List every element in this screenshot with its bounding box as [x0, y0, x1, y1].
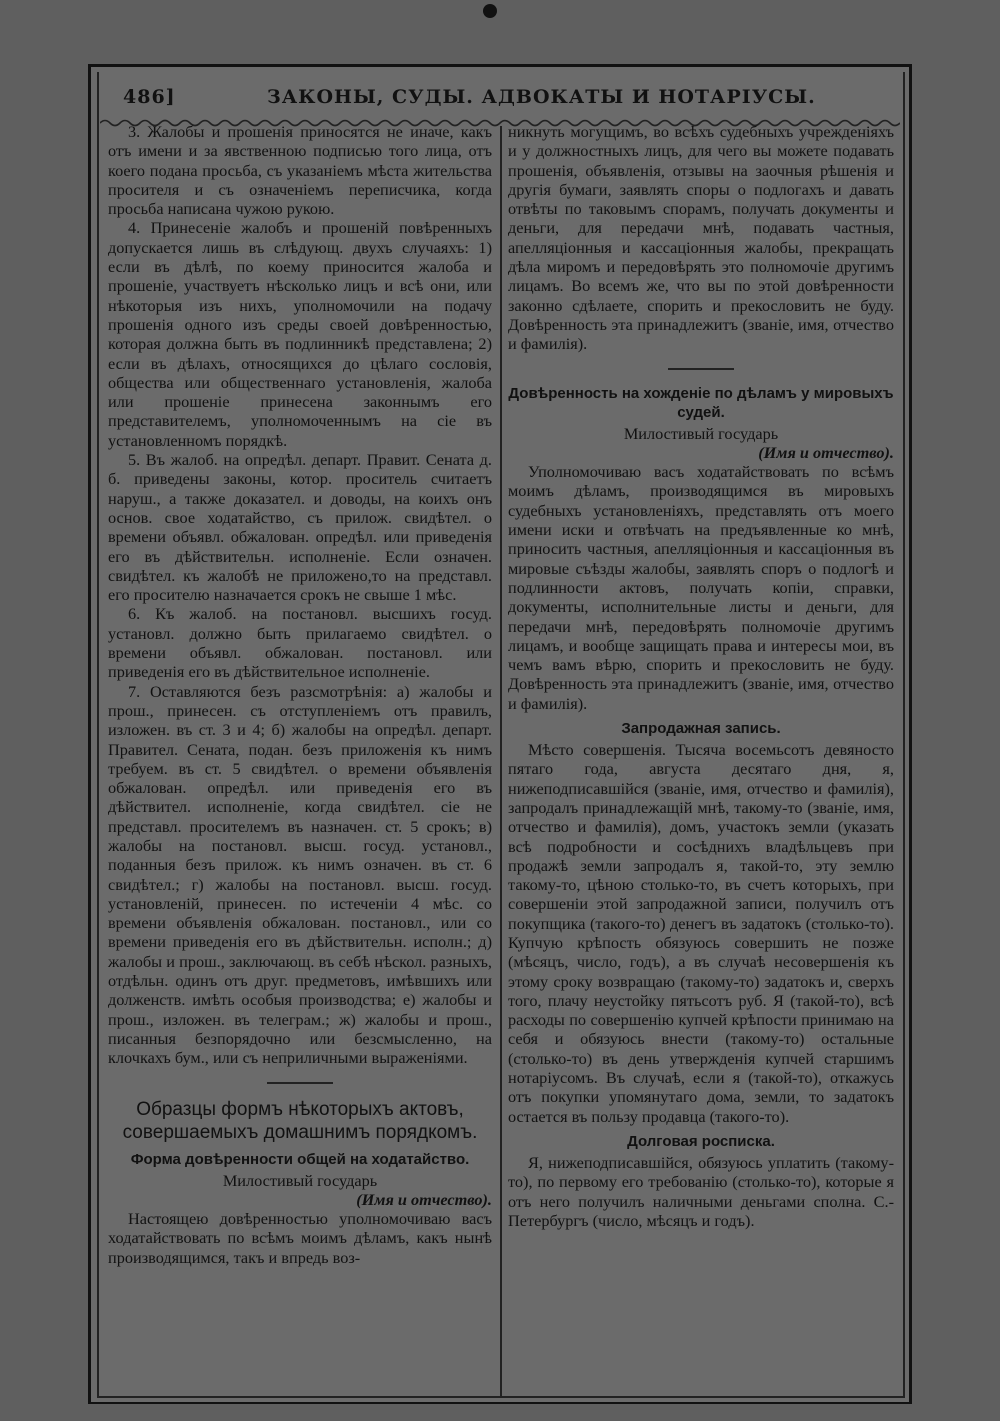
paragraph-5: 5. Въ жалоб. на опредѣл. департ. Правит. Сената д. б. приведены законы, котор. проситель считаетъ наруш., а также доказател. и доводы, на коихъ онъ основ. свое ходатайство, съ прилож. свидѣтел. о времени объявл. обжалован. опредѣл. или приведенія его въ дѣйствительн. исполненіе. Если означен. свидѣтел. къ жалобѣ не приложено,то на представл. его просителю назначается срокъ не свыше 1 мѣс.	[108, 450, 492, 605]
column-rule	[500, 126, 502, 1396]
form-title: Запродажная запись.	[621, 720, 781, 738]
left-column	[108, 122, 492, 1267]
paragraph-6: 6. Къ жалоб. на постановл. высшихъ госуд. установл. должно быть прилагаемо свидѣтел. о времени объявл. обжалован. постановл. или приведенія его въ дѣйствительное исполненіе.	[108, 604, 492, 682]
paragraph-3: 3. Жалобы и прошенія приносятся не иначе, какъ отъ имени и за явственною подписью того лица, отъ коего подана просьба, съ указаніемъ мѣста жительства просителя и съ означеніемъ переписчика, когда просьба написана чужою рукою.	[108, 122, 492, 219]
section-title: Образцы формъ нѣкоторыхъ актовъ, совершаемыхъ домашнимъ порядкомъ.	[122, 1098, 478, 1143]
paragraph-4: 4. Принесеніе жалобъ и прошеній повѣренныхъ допускается лишь въ слѣдующ. двухъ случаяхъ: 1) если въ дѣлѣ, по коему приносится жалоба и прошеніе, участвуетъ нѣсколько лицъ и всѣ они, или нѣкоторыя изъ нихъ, уполномочили на подачу прошенія одного изъ среды своей довѣренностью, которая должна быть въ подлинникѣ представлена; 2) если въ дѣлахъ, относящихся до цѣлаго сословія, общества или общественнаго установленія, жалоба или прошеніе принесена законнымъ его представителемъ, уполномоченнымъ на сіе въ установленномъ порядкѣ.	[108, 218, 492, 450]
form-title: Довѣренность на хожденіе по дѣламъ у мировыхъ судей.	[508, 384, 894, 421]
form-text: Уполномочиваю васъ ходатайствовать по всѣмъ моимъ дѣламъ, производящимся въ мировыхъ судебныхъ установленіяхъ, представлять отъ моего имени иски и отвѣчать на предъявленные ко мнѣ, приносить частныя, апелляціонныя и кассаціонныя въ мировые съѣзды жалобы, заявлять споръ о подлогѣ и подлинности актовъ, получать копіи, справки, документы, исполнительные листы и деньги, для передачи мнѣ, передовѣрять полномочіе другимъ лицамъ, и вообще защищать права и интересы мои, въ чемъ вамъ вѣрю, спорить и прекословить не буду. Довѣренность эта принадлежитъ (званіе, имя, отчество и фамилія).	[508, 462, 894, 713]
right-column	[508, 122, 894, 1230]
form-text: Настоящею довѣренностью уполномочиваю васъ ходатайствовать по всѣмъ моимъ дѣламъ, какъ нынѣ производящимся, такъ и впредь воз-	[108, 1209, 492, 1267]
salutation: Милостивый государь	[623, 423, 779, 443]
page-number: 486]	[123, 86, 176, 108]
form-text: Мѣсто совершенія. Тысяча восемьсотъ девяносто пятаго года, августа десятаго дня, я, нижеподписавшійся (званіе, имя, отчество и фамилія), запродалъ принадлежащій мнѣ, такому-то (званіе, имя, отчество и фамилія), домъ, участокъ земли (указать всѣ подробности и сосѣднихъ владѣльцевъ при продажѣ земли запродалъ я, такой-то, эту землю такому-то, цѣною столько-то, въ счетъ которыхъ, при совершеніи этой запродажной записи, получилъ отъ покупщика (такого-то) денегъ въ задатокъ (столько-то). Купчую крѣпость обязуюсь совершить не позже (мѣсяцъ, число, годъ), а въ случаѣ несовершенія къ этому сроку возвращаю (такому-то) задатокъ и, сверхъ того, плачу неустойку пятьсотъ руб. Я (такой-то), всѣ расходы по совершенію купчей крѣпости принимаю на себя и обязуюсь внести (такому-то) остальные (столько-то) въ день утвержденія купчей старшимъ нотаріусомъ. Въ случаѣ, если я (такой-то), откажусь отъ покупки упомянутаго дома, земли, то задатокъ остается въ пользу продавца (такого-то).	[508, 740, 894, 1126]
page-header	[97, 72, 905, 122]
name-line: (Имя и отчество).	[758, 442, 894, 462]
form-title: Долговая росписка.	[627, 1132, 775, 1150]
separator	[267, 1082, 333, 1084]
name-line: (Имя и отчество).	[356, 1189, 492, 1209]
running-title: ЗАКОНЫ, СУДЫ. АДВОКАТЫ И НОТАРІУСЫ.	[267, 86, 816, 108]
form-title: Форма довѣренности общей на ходатайство.	[130, 1150, 470, 1168]
paragraph-7: 7. Оставляются безъ разсмотрѣнія: а) жалобы и прош., принесен. съ отступленіемъ отъ правилъ, изложен. въ ст. 3 и 4; б) жалобы на опредѣл. департ. Правител. Сената, подан. безъ приложенія къ нимъ требуем. въ ст. 5 свидѣтел. о времени объявленія обжалован. опредѣл. или приведенія его въ дѣйствител. исполненіе, когда свидѣтел. сіе не представл. просителемъ въ назначен. ст. 5 срокъ; в) жалобы на постановл. высш. госуд. установл., поданныя безъ прилож. къ нимъ означен. въ ст. 6 свидѣтел.; г) жалобы на постановл. высш. госуд. установленій, принесен. по истеченіи 4 мѣс. со времени объявленія обжалован. постановл., или со времени приведенія его въ дѣйствительн. исполн.; д) жалобы и прош., заключающ. въ себѣ нѣскол. разныхъ, отдѣльн. одинъ отъ друг. предметовъ, имѣвшихъ или долженств. имѣть особыя производства; е) жалобы и прош., изложен. въ телеграм.; ж) жалобы и прош., писанныя безпорядочно или безсмысленно, на клочкахъ бум., или съ неприличными выраженіями.	[108, 681, 492, 1068]
ink-blot	[483, 4, 497, 18]
form-text: Я, нижеподписавшійся, обязуюсь уплатить (такому-то), по первому его требованію (столько-то), которые я отъ него получилъ наличными деньгами сполна. С.-Петербургъ (число, мѣсяцъ и годъ).	[508, 1152, 894, 1230]
salutation: Милостивый государь	[222, 1170, 378, 1190]
form-text-continued: никнуть могущимъ, во всѣхъ судебныхъ учрежденіяхъ и у должностныхъ лицъ, для чего вы можете подавать прошенія, объявленія, отзывы на заочныя рѣшенія и другія бумаги, заявлять споры о подлогахъ и давать отвѣты по таковымъ спорамъ, получать документы и деньги, для передачи мнѣ, подавать частныя, апелляціонныя и кассаціонныя жалобы, прекращать дѣла миромъ и передовѣрять это полномочіе другимъ лицамъ. Во всемъ же, что вы по этой довѣренности законно сдѣлаете, спорить и прекословить не буду. Довѣренность эта принадлежитъ (званіе, имя, отчество и фамилія).	[508, 122, 894, 354]
separator	[668, 368, 734, 370]
